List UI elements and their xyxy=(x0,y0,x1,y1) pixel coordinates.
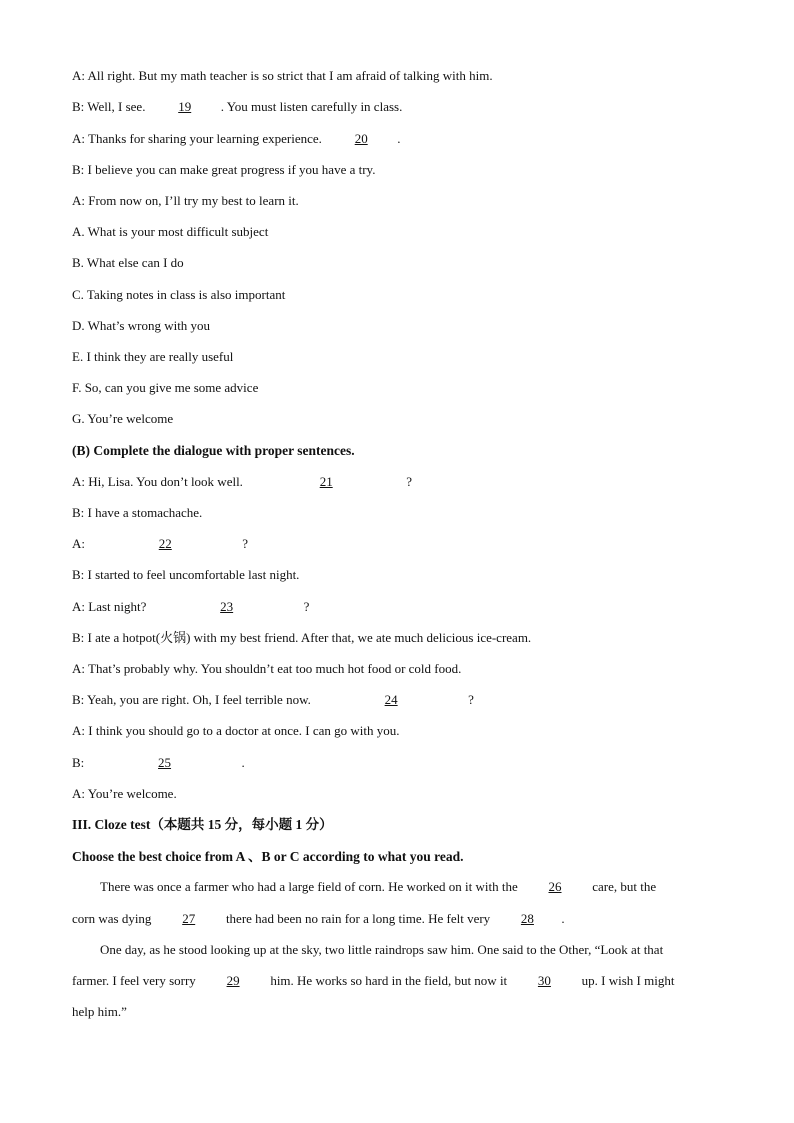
answer-blank[interactable]: 20 xyxy=(354,131,368,146)
answer-blank[interactable]: 19 xyxy=(178,99,192,114)
dialogue-line: A: You’re welcome. xyxy=(72,786,177,801)
passage-line: One day, as he stood looking up at the sky, two little raindrops saw him. One said to the Other, “Look at that xyxy=(100,942,664,957)
option-item: D. What’s wrong with you xyxy=(72,318,211,333)
dialogue-line: A: Last night? 23 ? xyxy=(72,599,310,614)
dialogue-line: A: All right. But my math teacher is so strict that I am afraid of talking with him. xyxy=(72,68,493,83)
passage-line: There was once a farmer who had a large field of corn. He worked on it with the 26 care, but the xyxy=(100,879,657,894)
dialogue-line: B: Yeah, you are right. Oh, I feel terrible now. 24 ? xyxy=(72,692,474,707)
dialogue-line: B: I believe you can make great progress if you have a try. xyxy=(72,162,376,177)
section-heading: (B) Complete the dialogue with proper sentences. xyxy=(72,443,355,458)
dialogue-line: A: Thanks for sharing your learning experience. 20 . xyxy=(72,131,401,146)
answer-blank[interactable]: 22 xyxy=(158,536,172,551)
dialogue-line: A: 22 ? xyxy=(72,536,249,551)
dialogue-line: A: That’s probably why. You shouldn’t eat too much hot food or cold food. xyxy=(72,661,462,676)
dialogue-line: B: I ate a hotpot(火锅) with my best friend. After that, we ate much delicious ice-cream. xyxy=(72,630,532,645)
option-item: C. Taking notes in class is also important xyxy=(72,287,286,302)
option-item: E. I think they are really useful xyxy=(72,349,234,364)
answer-blank[interactable]: 25 xyxy=(158,755,172,770)
answer-blank[interactable]: 21 xyxy=(319,474,333,489)
answer-blank[interactable]: 29 xyxy=(226,973,240,988)
dialogue-line: A: From now on, I’ll try my best to learn it. xyxy=(72,193,299,208)
answer-blank[interactable]: 26 xyxy=(548,879,562,894)
section-heading: III. Cloze test（本题共 15 分，每小题 1 分） xyxy=(72,817,333,832)
passage-line: farmer. I feel very sorry 29 him. He works so hard in the field, but now it 30 up. I wish I might xyxy=(72,973,675,988)
dialogue-line: A: Hi, Lisa. You don’t look well. 21 ? xyxy=(72,474,412,489)
dialogue-line: B: I have a stomachache. xyxy=(72,505,203,520)
dialogue-line: B: I started to feel uncomfortable last night. xyxy=(72,567,300,582)
section-instruction: Choose the best choice from A 、B or C according to what you read. xyxy=(72,849,464,864)
option-item: F. So, can you give me some advice xyxy=(72,380,259,395)
passage-line: corn was dying 27 there had been no rain for a long time. He felt very 28 . xyxy=(72,911,565,926)
answer-blank[interactable]: 27 xyxy=(182,911,196,926)
answer-blank[interactable]: 24 xyxy=(384,692,398,707)
option-item: G. You’re welcome xyxy=(72,411,174,426)
dialogue-line: A: I think you should go to a doctor at once. I can go with you. xyxy=(72,723,400,738)
dialogue-line: B: Well, I see. 19 . You must listen carefully in class. xyxy=(72,99,403,114)
answer-blank[interactable]: 30 xyxy=(537,973,551,988)
passage-line: help him.” xyxy=(72,1004,127,1019)
answer-blank[interactable]: 23 xyxy=(220,599,234,614)
dialogue-line: B: 25 . xyxy=(72,755,245,770)
option-item: B. What else can I do xyxy=(72,255,184,270)
answer-blank[interactable]: 28 xyxy=(520,911,534,926)
option-item: A. What is your most difficult subject xyxy=(72,224,269,239)
